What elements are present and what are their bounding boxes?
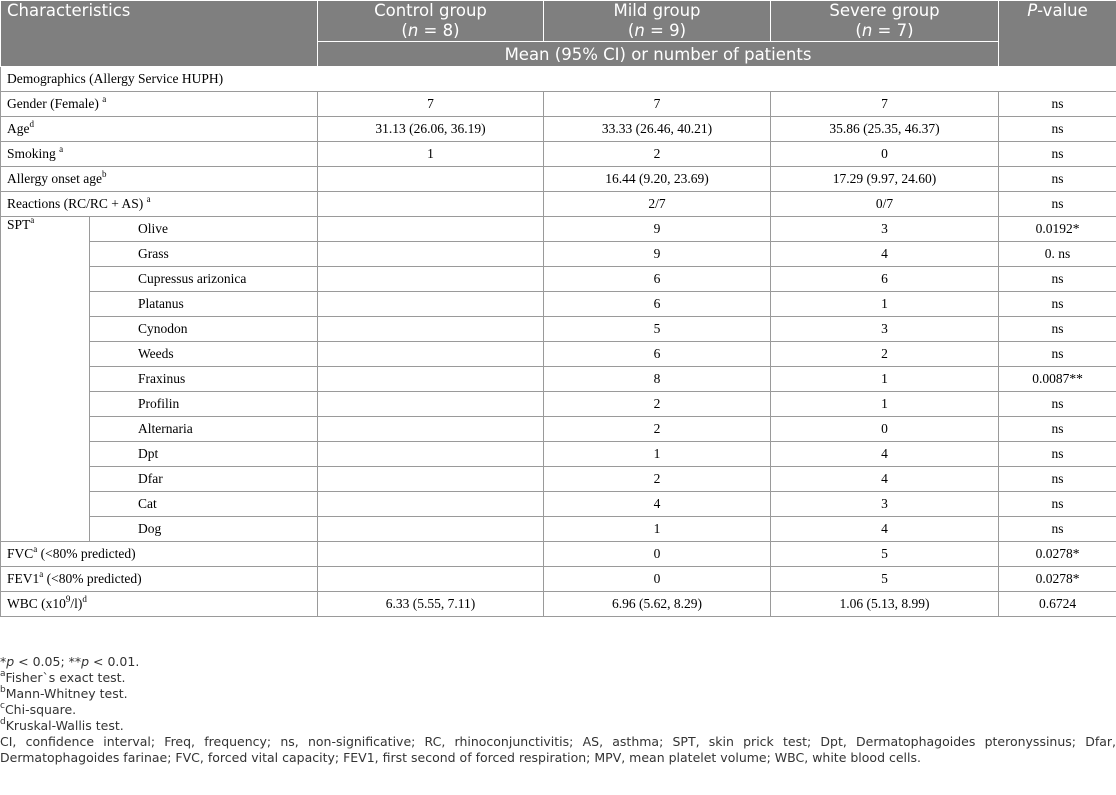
control-cell [318,467,544,492]
severe-n-symbol: n [861,21,873,40]
control-cell [318,567,544,592]
spt-allergen: Grass [90,242,318,267]
control-cell [318,342,544,367]
severe-cell: 5 [771,567,999,592]
severe-group-name: Severe group [829,1,940,20]
row-label-text: FEV1 [7,571,40,586]
footnote-text: Chi-square. [4,702,77,717]
control-n-symbol: n [407,21,419,40]
header-mean-ci: Mean (95% CI) or number of patients [318,42,999,67]
control-group-name: Control group [374,1,487,20]
severe-cell: 4 [771,242,999,267]
header-mild-group: Mild group (n = 9) [544,1,771,42]
severe-cell: 4 [771,517,999,542]
mild-cell: 16.44 (9.20, 23.69) [544,167,771,192]
table-row [1,92,1116,117]
table-row [1,467,1116,492]
p-cell: 0. ns [999,242,1116,267]
mild-cell: 0 [544,542,771,567]
p-cell: ns [999,417,1116,442]
sig-text: < 0.01. [89,654,140,669]
p-symbol: P [1027,1,1038,20]
control-cell [318,267,544,292]
footnote-marker: a [30,216,35,225]
mild-cell: 2 [544,142,771,167]
control-cell [318,517,544,542]
spt-allergen: Fraxinus [90,367,318,392]
table-row [1,517,1116,542]
spt-allergen: Olive [90,217,318,242]
severe-cell: 6 [771,267,999,292]
table-row [1,392,1116,417]
row-label [1,117,318,142]
row-label-suffix: /l) [70,596,83,611]
severe-cell: 17.29 (9.97, 24.60) [771,167,999,192]
p-cell: ns [999,392,1116,417]
row-label [1,542,318,567]
spt-allergen: Platanus [90,292,318,317]
spt-allergen: Dog [90,517,318,542]
p-cell: ns [999,467,1116,492]
exponent: 9 [65,593,71,604]
p-cell: 0.0192* [999,217,1116,242]
sig-p: p [6,654,15,669]
mild-cell: 6 [544,267,771,292]
footnote-marker: c [0,700,5,711]
severe-cell: 3 [771,492,999,517]
p-cell: ns [999,267,1116,292]
mild-group-name: Mild group [613,1,701,20]
severe-cell: 0 [771,142,999,167]
mild-cell: 1 [544,442,771,467]
row-label-text: Age [7,121,30,136]
footnote-c [0,702,1116,718]
p-cell: ns [999,342,1116,367]
p-cell: ns [999,517,1116,542]
table-row [1,192,1116,217]
p-value-label: -value [1037,1,1088,20]
mild-cell: 8 [544,367,771,392]
row-label [1,592,318,617]
row-label [1,142,318,167]
section-row [1,67,1116,92]
abbreviations-note: CI, confidence interval; Freq, frequency; ns, non-significative; RC, rhinoconjunctivitis; AS, asthma; SPT, skin prick test; Dpt, Dermatophagoides pteronyssinus; Dfar, Dermatophagoides farinae; FVC, forced vital capacity; FEV1, first second of forced respiration; MPV, mean platelet volume; WBC, white blood cells. [0,734,1116,765]
sig-text: < 0.05; ** [14,654,82,669]
footnote-marker: b [0,684,6,695]
footnote-text: Kruskal-Wallis test. [5,718,124,733]
table-row [1,542,1116,567]
footnote-marker: a [59,143,64,154]
significance-note [0,654,1116,670]
p-cell: 0.6724 [999,592,1116,617]
mild-cell: 2 [544,417,771,442]
header-p-value [999,1,1116,67]
control-cell [318,442,544,467]
mild-cell: 2/7 [544,192,771,217]
row-label [1,567,318,592]
table-row [1,367,1116,392]
control-cell [318,242,544,267]
row-label-text: FVC [7,546,34,561]
mild-cell: 2 [544,467,771,492]
table-row [1,342,1116,367]
table-row [1,317,1116,342]
sig-star: * [0,654,7,669]
severe-cell: 1 [771,367,999,392]
severe-cell: 1.06 (5.13, 8.99) [771,592,999,617]
table-row [1,567,1116,592]
severe-cell: 4 [771,442,999,467]
control-cell [318,192,544,217]
spt-label-text: SPT [7,217,31,232]
spt-allergen: Dfar [90,467,318,492]
table-row [1,217,1116,242]
mild-n-value: = 9 [644,21,680,40]
severe-cell: 35.86 (25.35, 46.37) [771,117,999,142]
p-cell: ns [999,92,1116,117]
row-label-suffix: (<80% predicted) [43,571,142,586]
severe-cell: 1 [771,392,999,417]
footnote-marker: a [0,668,6,679]
mild-cell: 0 [544,567,771,592]
p-cell: ns [999,167,1116,192]
mild-cell: 1 [544,517,771,542]
table-row [1,167,1116,192]
row-label-text: Allergy onset age [7,171,102,186]
row-label [1,92,318,117]
row-label [1,167,318,192]
severe-cell: 4 [771,467,999,492]
table-row [1,592,1116,617]
table-row [1,267,1116,292]
spt-allergen: Cynodon [90,317,318,342]
footnote-marker: a [39,568,44,579]
mild-cell: 33.33 (26.46, 40.21) [544,117,771,142]
table-row [1,142,1116,167]
mild-cell: 4 [544,492,771,517]
severe-cell: 2 [771,342,999,367]
table-row [1,417,1116,442]
control-cell [318,492,544,517]
control-cell [318,392,544,417]
control-cell [318,292,544,317]
control-cell [318,542,544,567]
control-n-value: = 8 [418,21,454,40]
section-demographics: Demographics (Allergy Service HUPH) [1,67,1116,92]
row-label [1,192,318,217]
severe-cell: 0 [771,417,999,442]
control-cell: 31.13 (26.06, 36.19) [318,117,544,142]
control-cell [318,217,544,242]
footnote-marker: a [146,193,151,204]
p-cell: ns [999,442,1116,467]
control-cell: 6.33 (5.55, 7.11) [318,592,544,617]
severe-cell: 3 [771,217,999,242]
severe-cell: 1 [771,292,999,317]
spt-allergen: Alternaria [90,417,318,442]
control-cell [318,417,544,442]
control-cell [318,317,544,342]
spt-allergen: Weeds [90,342,318,367]
p-cell: 0.0278* [999,567,1116,592]
mild-cell: 9 [544,242,771,267]
table-row [1,442,1116,467]
mild-cell: 9 [544,217,771,242]
severe-n-value: = 7 [872,21,908,40]
table-row [1,292,1116,317]
control-cell: 1 [318,142,544,167]
p-cell: 0.0278* [999,542,1116,567]
table-row [1,242,1116,267]
spt-allergen: Cupressus arizonica [90,267,318,292]
footnote-text: Mann-Whitney test. [5,686,128,701]
footnote-marker: b [101,168,107,179]
spt-label [1,217,90,542]
control-cell: 7 [318,92,544,117]
header-severe-group: Severe group (n = 7) [771,1,999,42]
severe-cell: 5 [771,542,999,567]
mild-cell: 6 [544,292,771,317]
footnote-marker: a [33,543,38,554]
row-label-text: Gender (Female) [7,96,103,111]
mild-cell: 6 [544,342,771,367]
p-cell: 0.0087** [999,367,1116,392]
footnote-marker: a [102,93,107,104]
spt-allergen: Cat [90,492,318,517]
header-characteristics: Characteristics [1,1,318,67]
footnote-marker: d [82,593,87,604]
footnote-d [0,718,1116,734]
spt-allergen: Dpt [90,442,318,467]
table-footnotes [0,654,1116,766]
p-cell: ns [999,192,1116,217]
sig-p: p [81,654,90,669]
header-control-group: Control group (n = 8) [318,1,544,42]
p-cell: ns [999,142,1116,167]
mild-cell: 5 [544,317,771,342]
mild-cell: 6.96 (5.62, 8.29) [544,592,771,617]
mild-cell: 2 [544,392,771,417]
severe-cell: 3 [771,317,999,342]
row-label-text: Reactions (RC/RC + AS) [7,196,147,211]
footnote-b [0,686,1116,702]
p-cell: ns [999,317,1116,342]
footnote-marker: d [29,118,34,129]
spt-allergen: Profilin [90,392,318,417]
p-cell: ns [999,492,1116,517]
row-label-text: WBC (x10 [7,596,66,611]
footnote-a [0,670,1116,686]
severe-cell: 0/7 [771,192,999,217]
table-row [1,492,1116,517]
p-cell: ns [999,292,1116,317]
severe-cell: 7 [771,92,999,117]
row-label-suffix: (<80% predicted) [37,546,136,561]
table-row [1,117,1116,142]
footnote-text: Fisher`s exact test. [5,670,126,685]
mild-cell: 7 [544,92,771,117]
control-cell [318,367,544,392]
row-label-text: Smoking [7,146,60,161]
footnote-marker: d [0,716,6,727]
header-row [1,1,1116,42]
control-cell [318,167,544,192]
mild-n-symbol: n [634,21,645,40]
p-cell: ns [999,117,1116,142]
